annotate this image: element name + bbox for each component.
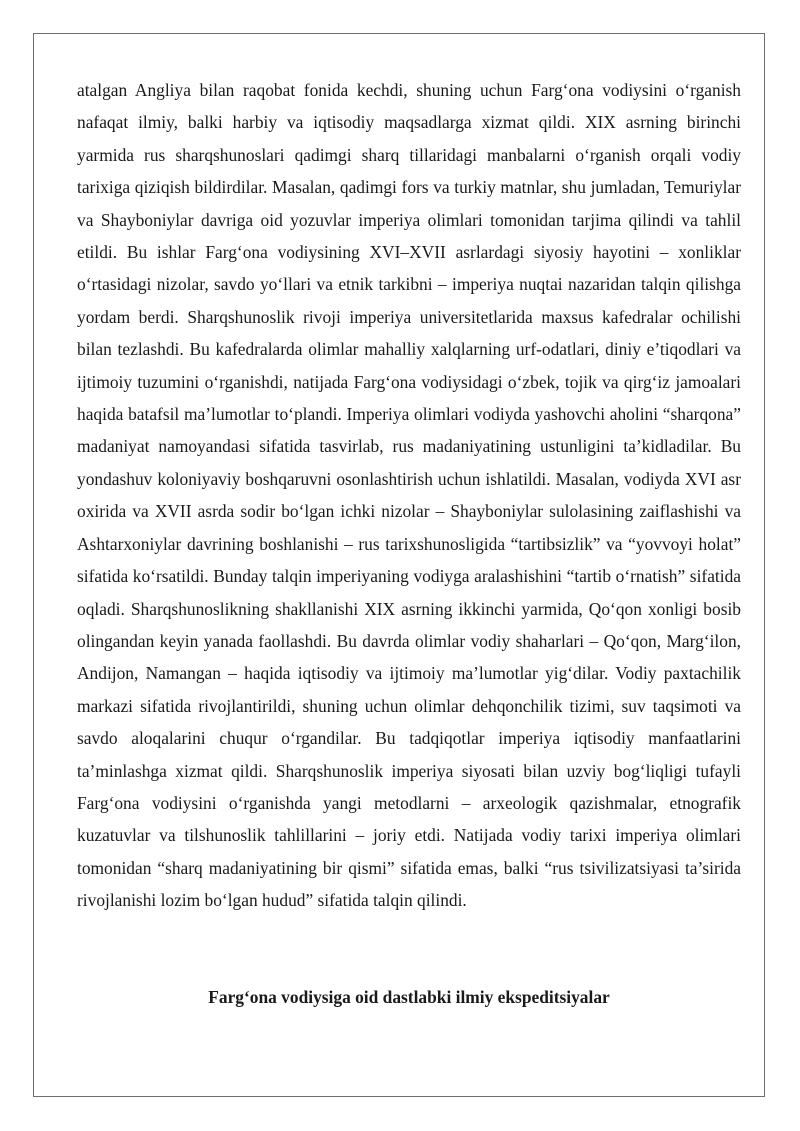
section-heading: Farg‘ona vodiysiga oid dastlabki ilmiy ekspeditsiyalar	[208, 987, 610, 1007]
body-paragraph: atalgan Angliya bilan raqobat fonida kechdi, shuning uchun Farg‘ona vodiysini o‘rganish nafaqat ilmiy, balki harbiy va iqtisodiy maqsadlarga xizmat qildi. XIX asrning birinchi yarmida rus sharqshunoslari qadimgi sharq tillaridagi manbalarni o‘rganish orqali vodiy tarixiga qiziqish bildirdilar. Masalan, qadimgi fors va turkiy matnlar, shu jumladan, Temuriylar va Shayboniylar davriga oid yozuvlar imperiya olimlari tomonidan tarjima qilindi va tahlil etildi. Bu ishlar Farg‘ona vodiysining XVI–XVII asrlardagi siyosiy hayotini – xonliklar o‘rtasidagi nizolar, savdo yo‘llari va etnik tarkibni – imperiya nuqtai nazaridan talqin qilishga yordam berdi. Sharqshunoslik rivoji imperiya universitetlarida maxsus kafedralar ochilishi bilan tezlashdi. Bu kafedralarda olimlar mahalliy xalqlarning urf-odatlari, diniy e’tiqodlari va ijtimoiy tuzumini o‘rganishdi, natijada Farg‘ona vodiysidagi o‘zbek, tojik va qirg‘iz jamoalari haqida batafsil ma’lumotlar to‘plandi. Imperiya olimlari vodiyda yashovchi aholini “sharqona” madaniyat namoyandasi sifatida tasvirlab, rus madaniyatining ustunligini ta’kidladilar. Bu yondashuv koloniyaviy boshqaruvni osonlashtirish uchun ishlatildi. Masalan, vodiyda XVI asr oxirida va XVII asrda sodir bo‘lgan ichki nizolar – Shayboniylar sulolasining zaiflashishi va Ashtarxoniylar davrining boshlanishi – rus tarixshunosligida “tartibsizlik” va “yovvoyi holat” sifatida ko‘rsatildi. Bunday talqin imperiyaning vodiyga aralashishini “tartib o‘rnatish” sifatida oqladi. Sharqshunoslikning shakllanishi XIX asrning ikkinchi yarmida, Qo‘qon xonligi bosib olingandan keyin yanada faollashdi. Bu davrda olimlar vodiy shaharlari – Qo‘qon, Marg‘ilon, Andijon, Namangan – haqida iqtisodiy va ijtimoiy ma’lumotlar yig‘dilar. Vodiy paxtachilik markazi sifatida rivojlantirildi, shuning uchun olimlar dehqonchilik tizimi, suv taqsimoti va savdo aloqalarini chuqur o‘rgandilar. Bu tadqiqotlar imperiya iqtisodiy manfaatlarini ta’minlashga xizmat qildi. Sharqshunoslik imperiya siyosati bilan uzviy bog‘liqligi tufayli Farg‘ona vodiysini o‘rganishda yangi metodlarni – arxeologik qazishmalar, etnografik kuzatuvlar va tilshunoslik tahlillarini – joriy etdi. Natijada vodiy tarixi imperiya olimlari tomonidan “sharq madaniyatining bir qismi” sifatida emas, balki “rus tsivilizatsiyasi ta’sirida rivojlanishi lozim bo‘lgan hudud” sifatida talqin qilindi.	[77, 80, 741, 911]
